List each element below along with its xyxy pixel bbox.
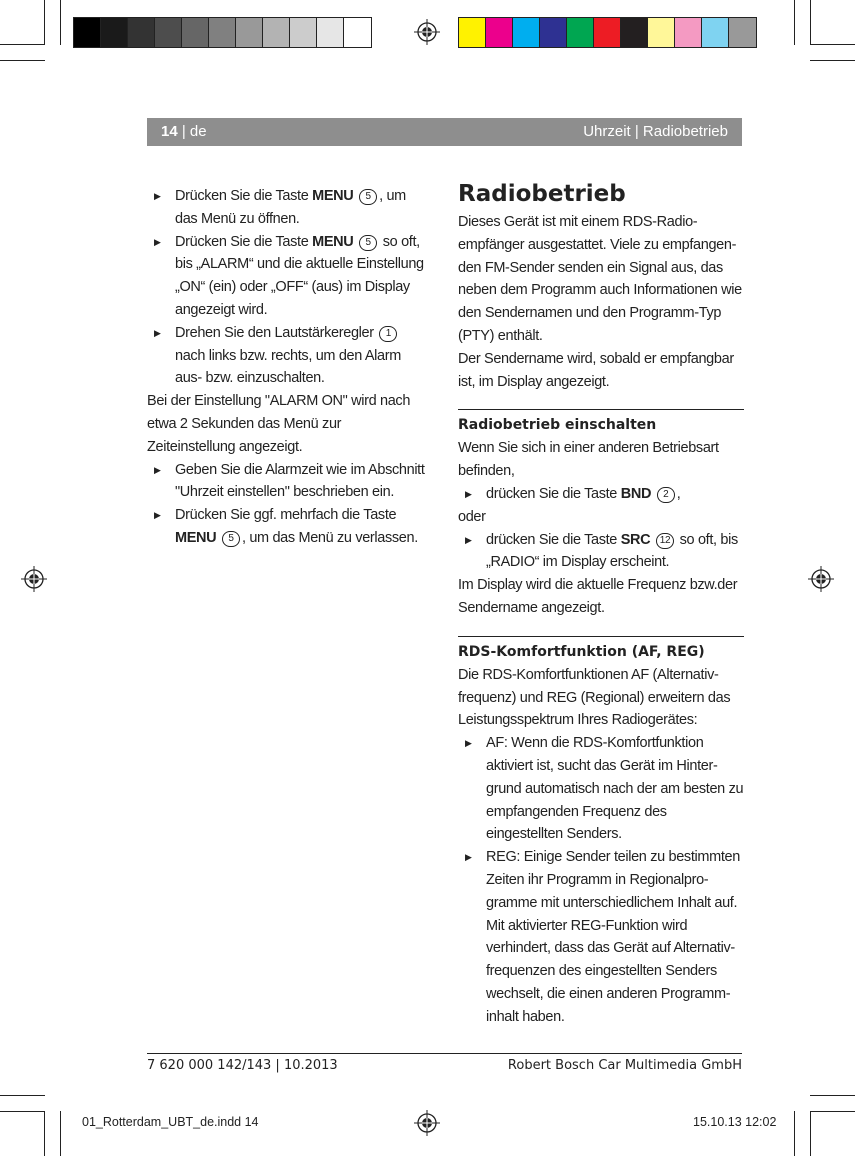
crop-mark [0,1095,45,1096]
language-label: de [189,123,207,140]
color-swatch [729,18,756,47]
color-swatch [540,18,567,47]
instruction-exit-menu: ▶ Drücken Sie ggf. mehrfach die Taste MENU 5 , um das Menü zu verlassen. [147,504,427,550]
grayscale-color-bar [73,17,372,48]
crop-mark [44,1111,45,1156]
color-swatch [648,18,675,47]
left-column [147,185,427,550]
footer-left: 7 620 000 142/143 | 10.2013 [147,1058,338,1073]
right-column [458,180,744,1029]
registration-mark-icon [21,566,47,592]
crop-mark [0,44,45,45]
color-swatch [675,18,702,47]
intro-paragraph-2: Der Sendername wird, sobald er empfangbar ist, im Display angezeigt. [458,350,734,390]
af-description: ▶ AF: Wenn die RDS-Komfortfunktion aktiviert ist, sucht das Gerät im Hintergrund automatisch nach der am besten zu empfangenden Frequenz des eingestellten Senders. [458,732,744,846]
rds-paragraph: Die RDS-Komfortfunktionen AF (Alternativfrequenz) und REG (Regional) erweitern das Leistungsspektrum Ihres Radiogerätes: [458,666,731,729]
crop-mark [810,0,811,45]
color-swatch [621,18,648,47]
instruction-select-alarm: ▶ Drücken Sie die Taste MENU 5 so oft, bis „ALARM“ und die aktuelle Einstellung „ON“ (ein) oder „OFF“ (aus) im Display angezeigt wird. [147,231,427,322]
page-number: 14 [161,123,178,140]
crop-mark [0,60,45,61]
color-swatch [702,18,729,47]
subsection-heading: RDS-Komfortfunktion (AF, REG) [458,643,705,660]
mode-paragraph: Wenn Sie sich in einer anderen Betriebsart befinden, [458,440,719,480]
color-swatch [155,18,182,47]
reg-description: ▶ REG: Einige Sender teilen zu bestimmten Zeiten ihr Programm in Regionalprogramme mit unterschiedlichem Inhalt auf. Mit aktivierter REG-Funktion wird verhindert, dass das Gerät auf Alternativfrequenzen des eingestellten Senders wechselt, die einen anderen Programminhalt haben. [458,846,744,1028]
color-swatch [74,18,101,47]
crop-mark [810,44,855,45]
instruction-press-src: ▶ drücken Sie die Taste SRC 12 so oft, bis „RADIO“ im Display erscheint. [458,529,744,575]
color-swatch [290,18,317,47]
registration-mark-icon [414,19,440,45]
color-swatch [344,18,371,47]
instruction-open-menu: ▶ Drücken Sie die Taste MENU 5 , um das Menü zu öffnen. [147,185,427,231]
crop-mark [810,1111,855,1112]
process-color-bar [458,17,757,48]
menu-key: MENU [312,188,354,204]
slug-filename: 01_Rotterdam_UBT_de.indd 14 [82,1115,259,1129]
crop-mark [810,1095,855,1096]
crop-mark [794,0,795,45]
callout-number: 5 [359,235,377,251]
instruction-press-bnd: ▶ drücken Sie die Taste BND 2 , [458,483,744,506]
section-divider [458,636,744,664]
or-label: oder [458,508,486,525]
callout-number: 5 [222,531,240,547]
callout-number: 2 [657,487,675,503]
section-divider [458,409,744,437]
color-swatch [101,18,128,47]
crop-mark [44,0,45,45]
crop-mark [794,1111,795,1156]
alarm-note: Bei der Einstellung "ALARM ON" wird nach etwa 2 Sekunden das Menü zur Zeiteinstellung angezeigt. [147,393,411,455]
instruction-volume-knob: ▶ Drehen Sie den Lautstärkeregler 1 nach links bzw. rechts, um den Alarm aus- bzw. einzuschalten. [147,322,427,390]
intro-paragraph: Dieses Gerät ist mit einem RDS-Radioempfänger ausgestattet. Viele zu empfangenden FM-Sender senden ein Signal aus, das neben dem Programm auch Informationen wie den Sendernamen und den Programm-Typ (PTY) enthält. [458,214,742,344]
color-swatch [513,18,540,47]
footer-right: Robert Bosch Car Multimedia GmbH [507,1058,742,1073]
section-title: Uhrzeit | Radiobetrieb [583,123,728,140]
footer-rule [147,1053,742,1054]
menu-key: MENU [175,529,217,546]
instruction-set-alarm-time: ▶ Geben Sie die Alarmzeit wie im Abschnitt "Uhrzeit einstellen" beschrieben ein. [147,459,427,505]
page-header [147,118,742,146]
color-swatch [459,18,486,47]
crop-mark [810,60,855,61]
color-swatch [317,18,344,47]
src-key: SRC [620,531,651,548]
callout-number: 12 [656,533,674,549]
menu-key: MENU [312,233,354,250]
registration-mark-icon [808,566,834,592]
color-swatch [209,18,236,47]
bnd-key: BND [620,485,652,502]
color-swatch [263,18,290,47]
frequency-note: Im Display wird die aktuelle Frequenz bzw.der Sendername angezeigt. [458,577,738,616]
section-heading: Radiobetrieb [458,181,626,207]
crop-mark [0,1111,45,1112]
color-swatch [486,18,513,47]
subsection-heading: Radiobetrieb einschalten [458,417,657,434]
color-swatch [567,18,594,47]
registration-mark-icon [414,1110,440,1136]
callout-number: 1 [379,326,397,342]
color-swatch [182,18,209,47]
crop-mark [810,1111,811,1156]
header-left: 14 | de [161,123,207,140]
color-swatch [236,18,263,47]
slug-timestamp: 15.10.13 12:02 [693,1115,777,1129]
crop-mark [60,0,61,45]
crop-mark [60,1111,61,1156]
color-swatch [128,18,155,47]
color-swatch [594,18,621,47]
callout-number: 5 [359,189,377,205]
